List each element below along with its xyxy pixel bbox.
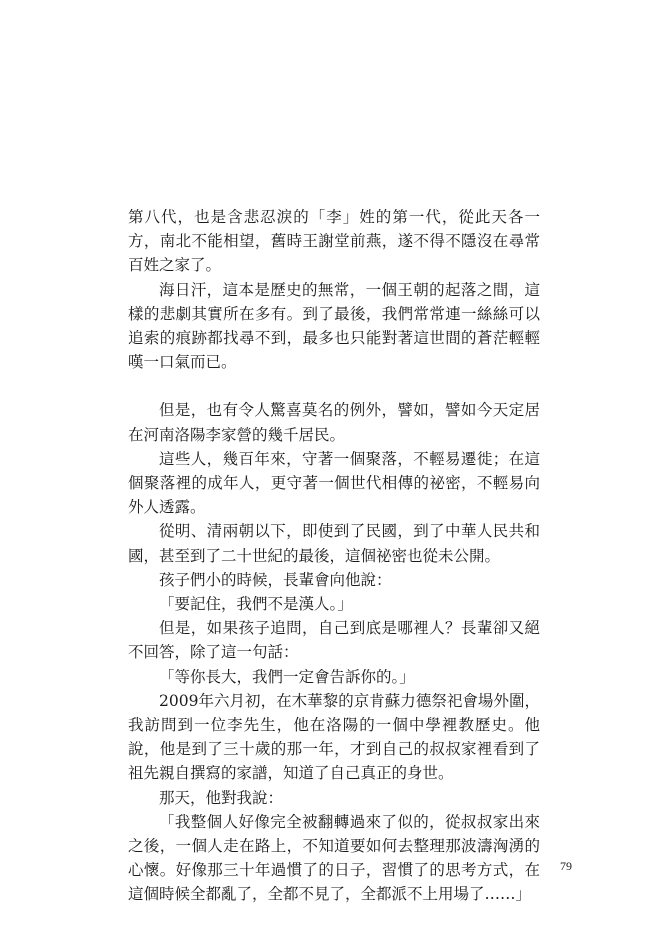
section-break bbox=[128, 374, 540, 398]
paragraph-1: 第八代，也是含悲忍淚的「李」姓的第一代，從此天各一方，南北不能相望，舊時王謝堂前燕，遂不得不隱沒在尋常百姓之家了。 bbox=[128, 208, 540, 275]
paragraph-8: 2009年六月初，在木華黎的京肯蘇力德祭祀會場外圍，我訪問到一位李先生，他在洛陽的一個中學裡教歷史。他說，他是到了三十歲的那一年，才到自己的叔叔家裡看到了祖先親自撰寫的家譜，知道了自己真正的身世。 bbox=[128, 691, 540, 783]
paragraph-5: 從明、清兩朝以下，即使到了民國，到了中華人民共和國，甚至到了二十世紀的最後，這個祕密也從未公開。 bbox=[128, 522, 540, 565]
page-number: 79 bbox=[560, 859, 572, 873]
paragraph-3: 但是，也有令人驚喜莫名的例外，譬如，譬如今天定居在河南洛陽李家營的幾千居民。 bbox=[128, 401, 540, 444]
paragraph-9: 那天，他對我說： bbox=[159, 788, 284, 807]
body-text bbox=[128, 205, 540, 907]
quote-3: 「我整個人好像完全被翻轉過來了似的，從叔叔家出來之後，一個人走在路上，不知道要如何去整理那波濤洶湧的心懷。好像那三十年過慣了的日子，習慣了的思考方式，在這個時候全都亂了，全都不見了，全都派不上用場了……」 bbox=[128, 812, 540, 904]
paragraph-6: 孩子們小的時候，長輩會向他說： bbox=[159, 570, 392, 589]
paragraph-7: 但是，如果孩子追問，自己到底是哪裡人？長輩卻又絕不回答，除了這一句話： bbox=[128, 619, 540, 662]
quote-1: 「要記住，我們不是漢人。」 bbox=[159, 595, 353, 614]
quote-2: 「等你長大，我們一定會告訴你的。」 bbox=[159, 667, 415, 686]
paragraph-4: 這些人，幾百年來，守著一個聚落，不輕易遷徙；在這個聚落裡的成年人，更守著一個世代相傳的祕密，不輕易向外人透露。 bbox=[128, 449, 540, 517]
paragraph-2: 海日汗，這本是歷史的無常，一個王朝的起落之間，這樣的悲劇其實所在多有。到了最後，我們常常連一絲絲可以追索的痕跡都找尋不到，最多也只能對著這世間的蒼茫輕輕嘆一口氣而已。 bbox=[128, 280, 540, 372]
